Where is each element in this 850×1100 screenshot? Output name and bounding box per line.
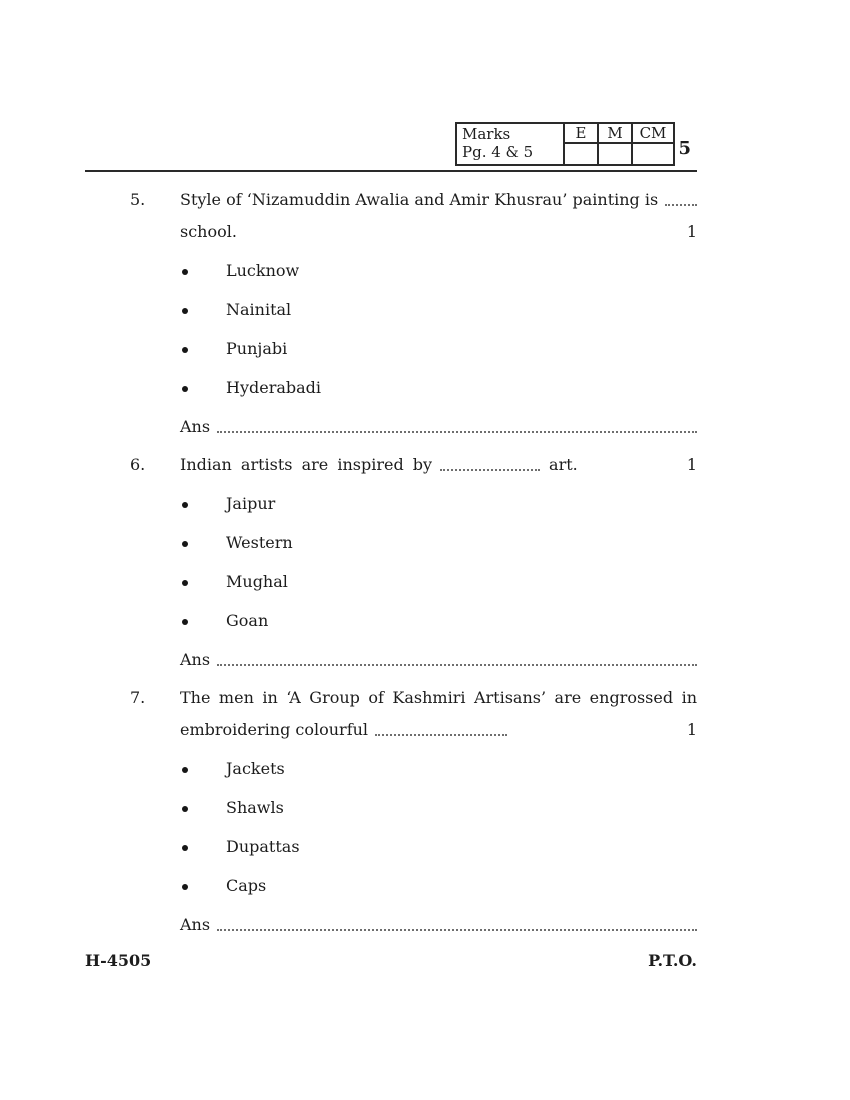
answer-leader [217, 431, 697, 433]
marks-cell-empty-m [598, 143, 632, 165]
answer-leader [217, 929, 697, 931]
option-item [180, 494, 697, 514]
question-text-line [180, 455, 697, 475]
option-item [180, 533, 697, 553]
question-text-line [180, 222, 697, 242]
option-item [180, 611, 697, 631]
question-number: 6. [130, 455, 146, 474]
option-label: Mughal [226, 572, 288, 591]
bullet-icon [182, 269, 188, 275]
option-item [180, 876, 697, 896]
option-item [180, 261, 697, 281]
bullet-icon [182, 541, 188, 547]
bullet-icon [182, 767, 188, 773]
option-label: Hyderabadi [226, 378, 322, 397]
marks-column-header-cm: CM [632, 123, 674, 143]
option-item [180, 378, 697, 398]
marks-cell-empty-cm [632, 143, 674, 165]
option-item [180, 300, 697, 320]
option-item [180, 798, 697, 818]
option-label: Shawls [226, 798, 284, 817]
question-text: embroidering colourful [180, 720, 369, 739]
option-item [180, 759, 697, 779]
bullet-icon [182, 619, 188, 625]
answer-label: Ans [180, 417, 211, 436]
question-text: Indian artists are inspired by [180, 455, 433, 474]
answer-label: Ans [180, 915, 211, 934]
bullet-icon [182, 884, 188, 890]
answer-line [180, 417, 697, 437]
option-label: Dupattas [226, 837, 300, 856]
marks-cell-empty-e [564, 143, 598, 165]
marks-table [455, 122, 675, 166]
page-footer [85, 951, 697, 970]
answer-line [180, 650, 697, 670]
bullet-icon [182, 308, 188, 314]
option-label: Jackets [226, 759, 285, 778]
answer-line [180, 915, 697, 935]
bullet-icon [182, 580, 188, 586]
footer-pto: P.T.O. [648, 951, 697, 970]
question-text: Style of ‘Nizamuddin Awalia and Amir Khusrau’ painting is [180, 190, 659, 209]
question-number: 7. [130, 688, 146, 707]
blank-leader [375, 734, 507, 736]
answer-label: Ans [180, 650, 211, 669]
option-item [180, 572, 697, 592]
bullet-icon [182, 502, 188, 508]
page-number: 5 [678, 138, 691, 159]
option-label: Lucknow [226, 261, 300, 280]
question-number: 5. [130, 190, 146, 209]
bullet-icon [182, 845, 188, 851]
question-text: art. [549, 455, 578, 474]
option-label: Caps [226, 876, 267, 895]
question-text-line [180, 190, 697, 210]
marks-column-header-m: M [598, 123, 632, 143]
marks-column-header-e: E [564, 123, 598, 143]
question-5 [85, 190, 697, 437]
option-label: Jaipur [226, 494, 276, 513]
marks-value: 1 [686, 720, 697, 739]
marks-value: 1 [686, 455, 697, 474]
bullet-icon [182, 806, 188, 812]
marks-label-line2: Pg. 4 & 5 [462, 143, 534, 161]
marks-label-line1: Marks [462, 125, 511, 143]
blank-leader [665, 204, 697, 206]
page-header [85, 0, 697, 172]
question-text-line: The men in ‘A Group of Kashmiri Artisans’ are engrossed in [180, 688, 697, 707]
option-label: Western [226, 533, 293, 552]
bullet-icon [182, 386, 188, 392]
question-7 [85, 688, 697, 935]
answer-leader [217, 664, 697, 666]
blank-leader [440, 469, 540, 471]
option-item [180, 339, 697, 359]
option-label: Nainital [226, 300, 292, 319]
question-text: school. [180, 222, 237, 241]
option-label: Goan [226, 611, 269, 630]
bullet-icon [182, 347, 188, 353]
footer-paper-code: H-4505 [85, 951, 152, 970]
option-item [180, 837, 697, 857]
question-6 [85, 455, 697, 670]
option-label: Punjabi [226, 339, 288, 358]
marks-value: 1 [686, 222, 697, 241]
question-text-line [180, 720, 697, 740]
marks-table-label [456, 123, 564, 165]
